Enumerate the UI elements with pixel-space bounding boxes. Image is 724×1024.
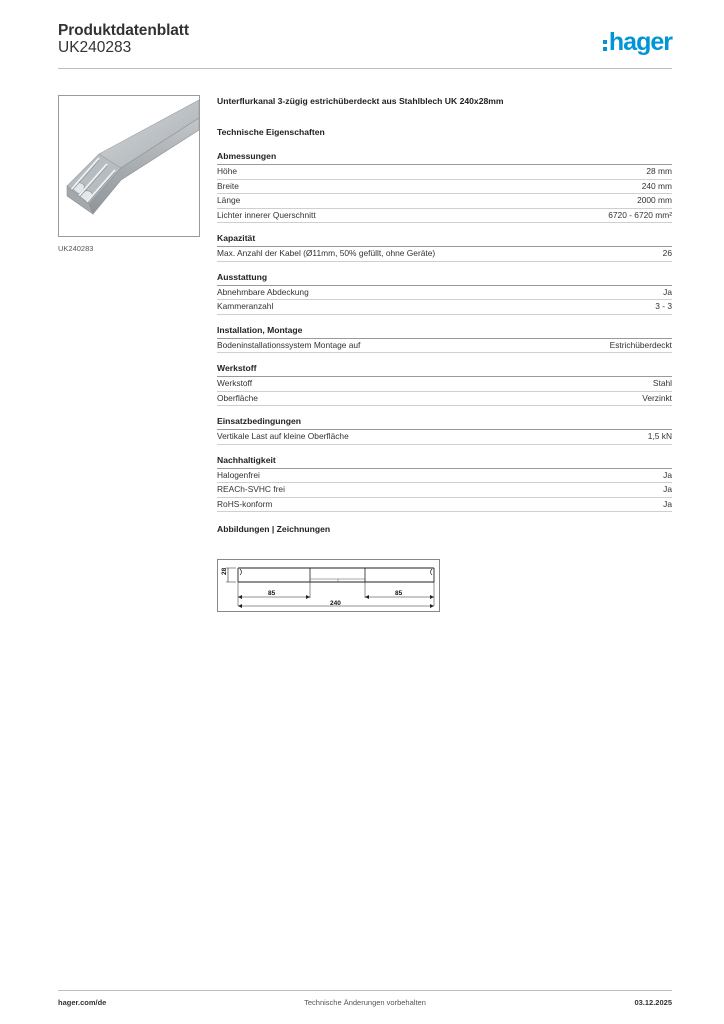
spec-section [217,233,672,262]
dim-left-label: 85 [268,590,276,597]
spec-label: REACh-SVHC frei [217,484,285,494]
spec-row [217,300,672,315]
section-title: Einsatzbedingungen [217,416,672,430]
dimension-drawing [217,559,440,612]
spec-row [217,483,672,498]
spec-value: 26 [662,248,672,258]
dim-height-label: 28 [221,567,228,575]
spec-row [217,469,672,484]
spec-value: 240 mm [641,180,672,191]
spec-row [217,180,672,195]
cross-section-drawing [218,560,439,611]
spec-label: Halogenfrei [217,469,260,480]
article-number: UK240283 [58,39,132,56]
spec-label: Kammeranzahl [217,301,274,311]
footer-notice: Technische Änderungen vorbehalten [304,998,426,1007]
section-title: Kapazität [217,233,672,247]
spec-value: 1,5 kN [647,431,672,441]
spec-section [217,272,672,315]
spec-row [217,209,672,224]
spec-value: 3 - 3 [655,301,672,311]
spec-row [217,194,672,209]
dim-right-label: 85 [395,590,403,597]
spec-value: Verzinkt [642,392,672,403]
spec-value: 6720 - 6720 mm² [608,209,672,220]
hager-logo [603,28,672,54]
section-title: Werkstoff [217,363,672,377]
cable-duct-icon [59,96,199,236]
page-header [58,20,672,70]
spec-row [217,339,672,354]
spec-row [217,165,672,180]
spec-label: RoHS-konform [217,498,273,509]
section-title: Abmessungen [217,151,672,165]
spec-value: Estrichüberdeckt [609,339,672,350]
spec-label: Werkstoff [217,378,253,388]
spec-section [217,455,672,513]
section-title: Installation, Montage [217,325,672,339]
spec-section [217,416,672,445]
spec-value: Ja [663,469,672,480]
spec-section [217,363,672,406]
spec-sections [217,151,672,512]
spec-value: Stahl [652,378,672,388]
footer-date: 03.12.2025 [634,998,672,1007]
spec-label: Max. Anzahl der Kabel (Ø11mm, 50% gefüllt, ohne Geräte) [217,248,436,258]
drawings-heading: Abbildungen | Zeichnungen [217,524,331,534]
footer-website-link[interactable]: hager.com/de [58,998,107,1007]
spec-value: Ja [663,286,672,297]
logo-mark-icon [603,40,607,54]
logo-text: hager [608,28,672,56]
section-title: Nachhaltigkeit [217,455,672,469]
product-image [58,95,200,237]
spec-label: Bodeninstallationssystem Montage auf [217,339,361,350]
spec-content [217,96,672,534]
product-name: Unterflurkanal 3-zügig estrichüberdeckt aus Stahlblech UK 240x28mm [217,96,504,106]
document-title: Produktdatenblatt [58,22,189,39]
spec-value: 2000 mm [637,195,672,205]
dim-total-label: 240 [330,600,341,607]
section-title: Ausstattung [217,272,672,286]
spec-label: Länge [217,195,241,205]
spec-label: Breite [217,180,239,191]
spec-value: 28 mm [646,166,672,176]
spec-row [217,286,672,301]
spec-value: Ja [663,484,672,494]
image-caption: UK240283 [58,244,94,253]
spec-row [217,247,672,262]
spec-row [217,392,672,407]
spec-section [217,325,672,354]
footer-divider [58,990,672,991]
spec-label: Höhe [217,166,238,176]
spec-row [217,498,672,513]
spec-section [217,151,672,223]
spec-label: Lichter innerer Querschnitt [217,209,316,220]
spec-label: Vertikale Last auf kleine Oberfläche [217,431,349,441]
spec-value: Ja [663,498,672,509]
header-divider [58,68,672,69]
spec-row [217,377,672,392]
technical-properties-heading: Technische Eigenschaften [217,127,325,137]
spec-row [217,430,672,445]
spec-label: Oberfläche [217,392,258,403]
spec-label: Abnehmbare Abdeckung [217,286,309,297]
